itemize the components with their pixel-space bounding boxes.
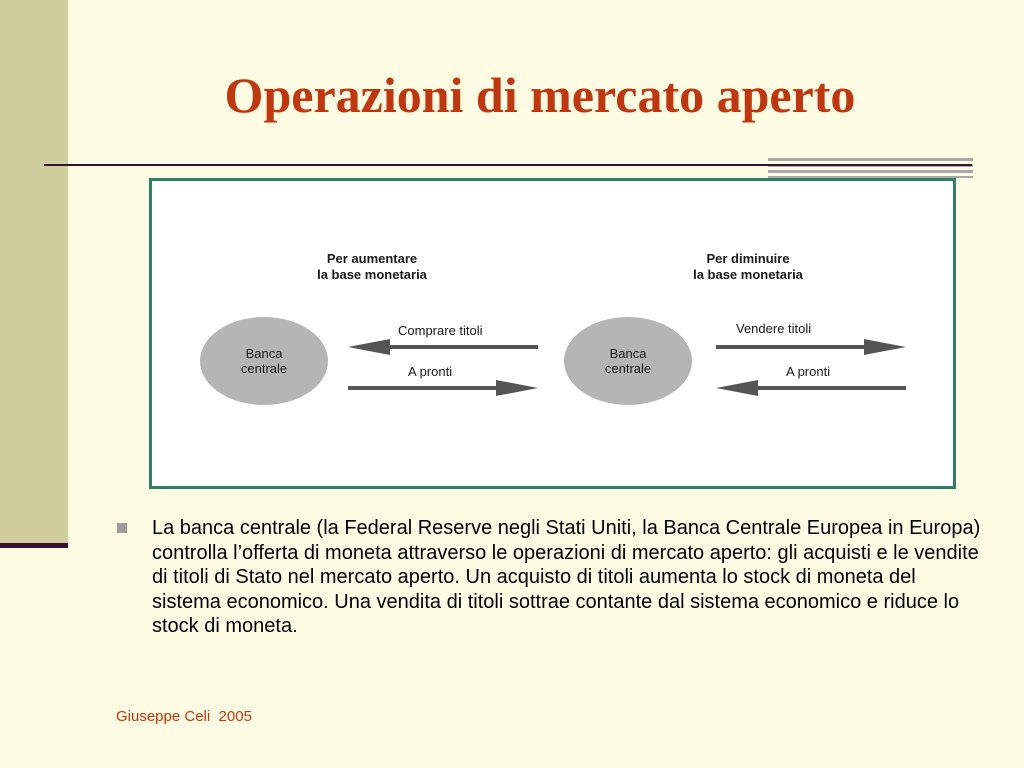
slide-title: Operazioni di mercato aperto	[224, 67, 856, 123]
left-spot-arrow	[348, 380, 538, 396]
left-buy-arrow	[348, 339, 538, 355]
right-heading-line1: Per diminuire	[706, 251, 790, 266]
title-rule-accent	[768, 158, 973, 178]
bullet-text: La banca centrale (la Federal Reserve negli Stati Uniti, la Banca Centrale Europea in Europa) controlla l’offerta di moneta attraverso le operazioni di mercato aperto: gli acquisti e le vendite di titoli di Stato nel mercato aperto. Un acquisto di titoli aumenta lo stock di moneta del sistema economico. Una vendita di titoli sottrae contante dal sistema economico e riduce lo stock di moneta.	[152, 517, 981, 637]
right-sell-arrow	[716, 339, 906, 355]
left-circle-label	[214, 346, 314, 376]
left-heading-line2: la base monetaria	[317, 267, 427, 282]
right-spot-label: A pronti	[786, 364, 831, 379]
right-heading	[628, 251, 868, 283]
left-heading-line1: Per aumentare	[326, 251, 418, 266]
diagram-figure	[149, 178, 956, 489]
right-circle-label	[578, 346, 678, 376]
footer-credit: Giuseppe Celi 2005	[116, 708, 252, 725]
left-heading	[262, 251, 482, 283]
left-circle-line2: centrale	[240, 361, 288, 376]
left-spot-label: A pronti	[408, 364, 453, 379]
right-sell-label: Vendere titoli	[736, 321, 812, 336]
right-circle-line2: centrale	[604, 361, 652, 376]
side-band-divider	[0, 543, 68, 548]
diagram-graphics	[152, 181, 953, 486]
bullet-marker	[117, 523, 127, 533]
right-heading-line2: la base monetaria	[693, 267, 803, 282]
left-buy-label: Comprare titoli	[398, 323, 483, 338]
right-circle-line1: Banca	[609, 346, 647, 361]
right-spot-arrow	[716, 380, 906, 396]
title-rule	[44, 164, 972, 166]
left-circle-line1: Banca	[245, 346, 283, 361]
